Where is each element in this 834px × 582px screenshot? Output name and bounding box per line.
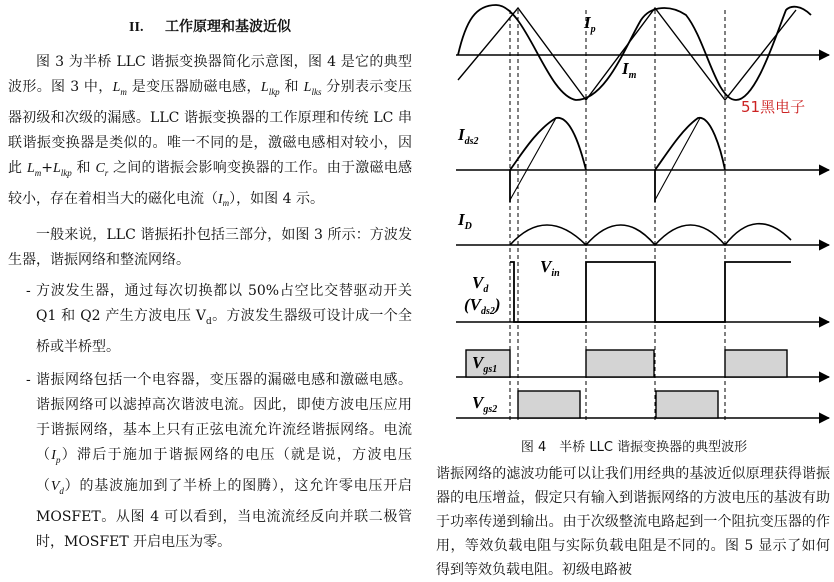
label-ip: $I_p$ <box>584 13 596 35</box>
vd-panel <box>456 257 829 322</box>
waveform-figure <box>436 0 832 432</box>
right-paragraph: 谐振网络的滤波功能可以让我们用经典的基波近似原理获得谐振器的电压增益，假定只有输入到谐振网络的方波电压的基波有助于功率传递到输出。由于次级整流电路起到一个阻抗变压器的作用，等效负载电阻与实际负载电阻是不同的。图 5 显示了如何得到等效负载电阻。初级电路被 <box>436 466 830 578</box>
vgs1-pulse-2 <box>586 350 654 377</box>
label-vds2: $(V_{ds2})$ <box>464 295 501 317</box>
right-column <box>436 0 832 581</box>
im-triangle-wave <box>458 8 796 100</box>
label-vgs2: $V_{gs2}$ <box>472 393 498 415</box>
ip-im-panel <box>456 5 829 100</box>
label-id: $I_D$ <box>458 210 472 232</box>
label-vin: $V_{in}$ <box>540 257 560 279</box>
paragraph-1: 图 3 为半桥 LLC 谐振变换器简化示意图，图 4 是它的典型波形。图 3 中，$L_m$ 是变压器励磁电感，$L_{lkp}$ 和 $L_{lks}$ 分别表示变压器初级和次级的漏感。LLC 谐振变换器的工作原理和传统 LC 串联谐振变换器是类似的。唯一不同的是，激磁电感相对较小，因此 $L_m+L_{lkp}$ 和 $C_r$ 之间的谐振会影响变换器的工作。由于激磁电感较小，存在着相当大的磁化电流$(I_m)$，如图 4 示。 <box>8 54 413 209</box>
vgs2-panel <box>456 391 829 418</box>
label-im: $I_m$ <box>622 59 637 81</box>
paragraph-2: 一般来说，LLC 谐振拓扑包括三部分，如图 3 所示：方波发生器，谐振网络和整流网络。 <box>8 227 412 269</box>
vgs2-pulse-2 <box>656 391 718 418</box>
id-rectified-waveform <box>510 224 791 245</box>
label-vgs1: $V_{gs1}$ <box>472 353 498 375</box>
ip-sine-wave <box>458 5 811 100</box>
vgs1-panel <box>456 350 829 377</box>
vgs1-pulse-3 <box>725 350 787 377</box>
bullet-resonant-network: - 谐振网络包括一个电容器，变压器的漏磁电感和激磁电感。谐振网络可以滤掉高次谐波电流。因此，即使方波电压应用于谐振网络，基本上只有正弦电流允许流经谐振网络。电流$(I_p)$滞后于施加于谐振网络的电压（就是说，方波电压$(V_d)$的基波施加到了半桥上的图腾），这允许零电压开启 MOSFET。从图 4 可以看到，当电流流经反向并联二极管时，MOSFET 开启电压为零。 <box>26 372 413 550</box>
section-number: II. <box>129 20 144 35</box>
watermark-text: 51黑电子 <box>741 98 806 116</box>
label-vd: $V_d$ <box>472 273 489 295</box>
section-heading <box>8 16 412 36</box>
bullet-list <box>8 279 412 554</box>
left-column <box>8 8 412 563</box>
ids2-panel <box>456 118 829 202</box>
section-title-text: 工作原理和基波近似 <box>164 20 291 35</box>
figure-caption: 图 4 半桥 LLC 谐振变换器的典型波形 <box>520 440 748 455</box>
id-panel <box>456 210 829 245</box>
bullet-square-wave-generator: - 方波发生器，通过每次切换都以 50%占空比交替驱动开关 Q1 和 Q2 产生方波电压 $V_d$。方波发生器级可设计成一个全桥或半桥型。 <box>26 283 413 356</box>
label-ids2: $I_{ds2}$ <box>458 125 479 147</box>
vgs2-pulse-1 <box>518 391 580 418</box>
